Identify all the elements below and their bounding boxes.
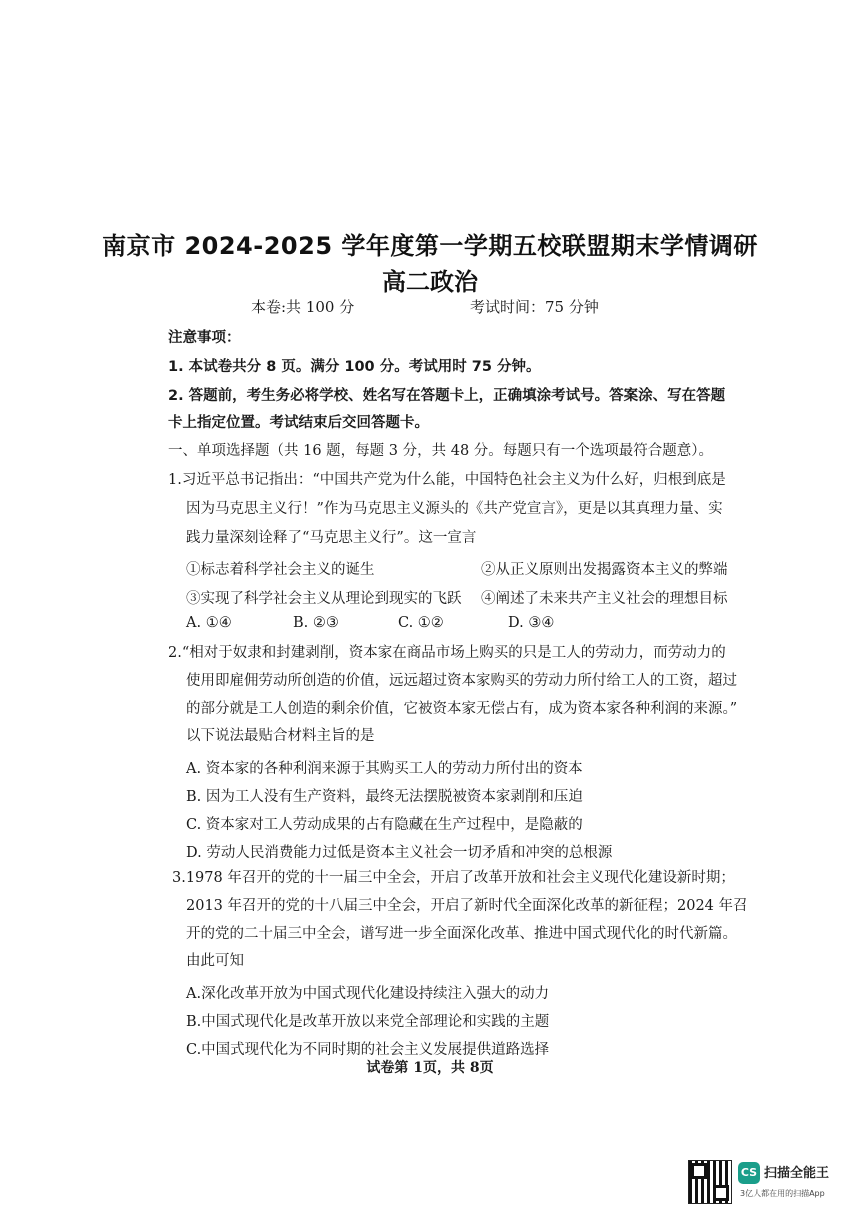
section-1-heading: 一、单项选择题（共 16 题，每题 3 分，共 48 分。每题只有一个选项最符合题意）。	[168, 443, 714, 459]
exam-time: 考试时间：75 分钟	[470, 298, 599, 316]
total-score: 本卷:共 100 分	[251, 298, 355, 316]
qr-code-icon	[688, 1160, 732, 1204]
q2-option-b: B. 因为工人没有生产资料，最终无法摆脱被资本家剥削和压迫	[186, 789, 583, 805]
q3-stem-line-4: 由此可知	[186, 953, 244, 969]
q1-statement-4: ④阐述了未来共产主义社会的理想目标	[481, 591, 728, 607]
q3-option-a: A.深化改革开放为中国式现代化建设持续注入强大的动力	[186, 986, 550, 1002]
q2-option-c: C. 资本家对工人劳动成果的占有隐藏在生产过程中，是隐蔽的	[186, 817, 583, 833]
q1-option-d: D. ③④	[508, 615, 555, 631]
q1-option-c: C. ①②	[398, 615, 444, 631]
q2-stem-line-1: 2.“相对于奴隶和封建剥削，资本家在商品市场上购买的只是工人的劳动力，而劳动力的	[168, 645, 726, 661]
exam-subject: 高二政治	[382, 268, 478, 296]
notice-item-2-line-1: 2. 答题前，考生务必将学校、姓名写在答题卡上，正确填涂考试号。答案涂、写在答题	[168, 388, 726, 404]
q2-option-a: A. 资本家的各种利润来源于其购买工人的劳动力所付出的资本	[186, 761, 583, 777]
q2-stem-line-4: 以下说法最贴合材料主旨的是	[186, 728, 375, 744]
q3-stem-line-1: 3.1978 年召开的党的十一届三中全会，开启了改革开放和社会主义现代化建设新时期；	[172, 870, 735, 886]
q3-option-b: B.中国式现代化是改革开放以来党全部理论和实践的主题	[186, 1014, 550, 1030]
q3-stem-line-3: 开的党的二十届三中全会，谱写进一步全面深化改革、推进中国式现代化的时代新篇。	[186, 926, 737, 942]
q2-stem-line-3: 的部分就是工人创造的剩余价值，它被资本家无偿占有，成为资本家各种利润的来源。”	[186, 701, 738, 717]
q1-stem-line-3: 践力量深刻诠释了“马克思主义行”。这一宣言	[186, 530, 477, 546]
scanner-logo-icon: CS	[738, 1162, 760, 1184]
q2-stem-line-2: 使用即雇佣劳动所创造的价值，远远超过资本家购买的劳动力所付给工人的工资，超过	[186, 673, 737, 689]
notice-item-2-line-2: 卡上指定位置。考试结束后交回答题卡。	[168, 415, 429, 431]
q1-statement-1: ①标志着科学社会主义的诞生	[186, 562, 375, 578]
q1-option-a: A. ①④	[186, 615, 232, 631]
scanner-tagline: 3亿人都在用的扫描App	[740, 1189, 825, 1198]
scanner-app-name: 扫描全能王	[764, 1166, 830, 1181]
q2-option-d: D. 劳动人民消费能力过低是资本主义社会一切矛盾和冲突的总根源	[186, 845, 613, 861]
q3-option-c: C.中国式现代化为不同时期的社会主义发展提供道路选择	[186, 1042, 550, 1058]
notice-heading: 注意事项：	[168, 330, 241, 346]
notice-item-1: 1. 本试卷共分 8 页。满分 100 分。考试用时 75 分钟。	[168, 359, 541, 375]
page-footer: 试卷第 1页，共 8页	[366, 1060, 494, 1076]
q3-stem-line-2: 2013 年召开的党的十八届三中全会，开启了新时代全面深化改革的新征程；2024 年召	[186, 898, 748, 914]
q1-option-b: B. ②③	[293, 615, 339, 631]
q1-stem-line-2: 因为马克思主义行！”作为马克思主义源头的《共产党宣言》，更是以其真理力量、实	[186, 501, 723, 517]
q1-stem-line-1: 1.习近平总书记指出：“中国共产党为什么能，中国特色社会主义为什么好，归根到底是	[168, 472, 726, 488]
scanner-watermark	[688, 1158, 858, 1210]
q1-statement-2: ②从正义原则出发揭露资本主义的弊端	[481, 562, 728, 578]
q1-statement-3: ③实现了科学社会主义从理论到现实的飞跃	[186, 591, 462, 607]
exam-title: 南京市 2024-2025 学年度第一学期五校联盟期末学情调研	[102, 232, 758, 260]
